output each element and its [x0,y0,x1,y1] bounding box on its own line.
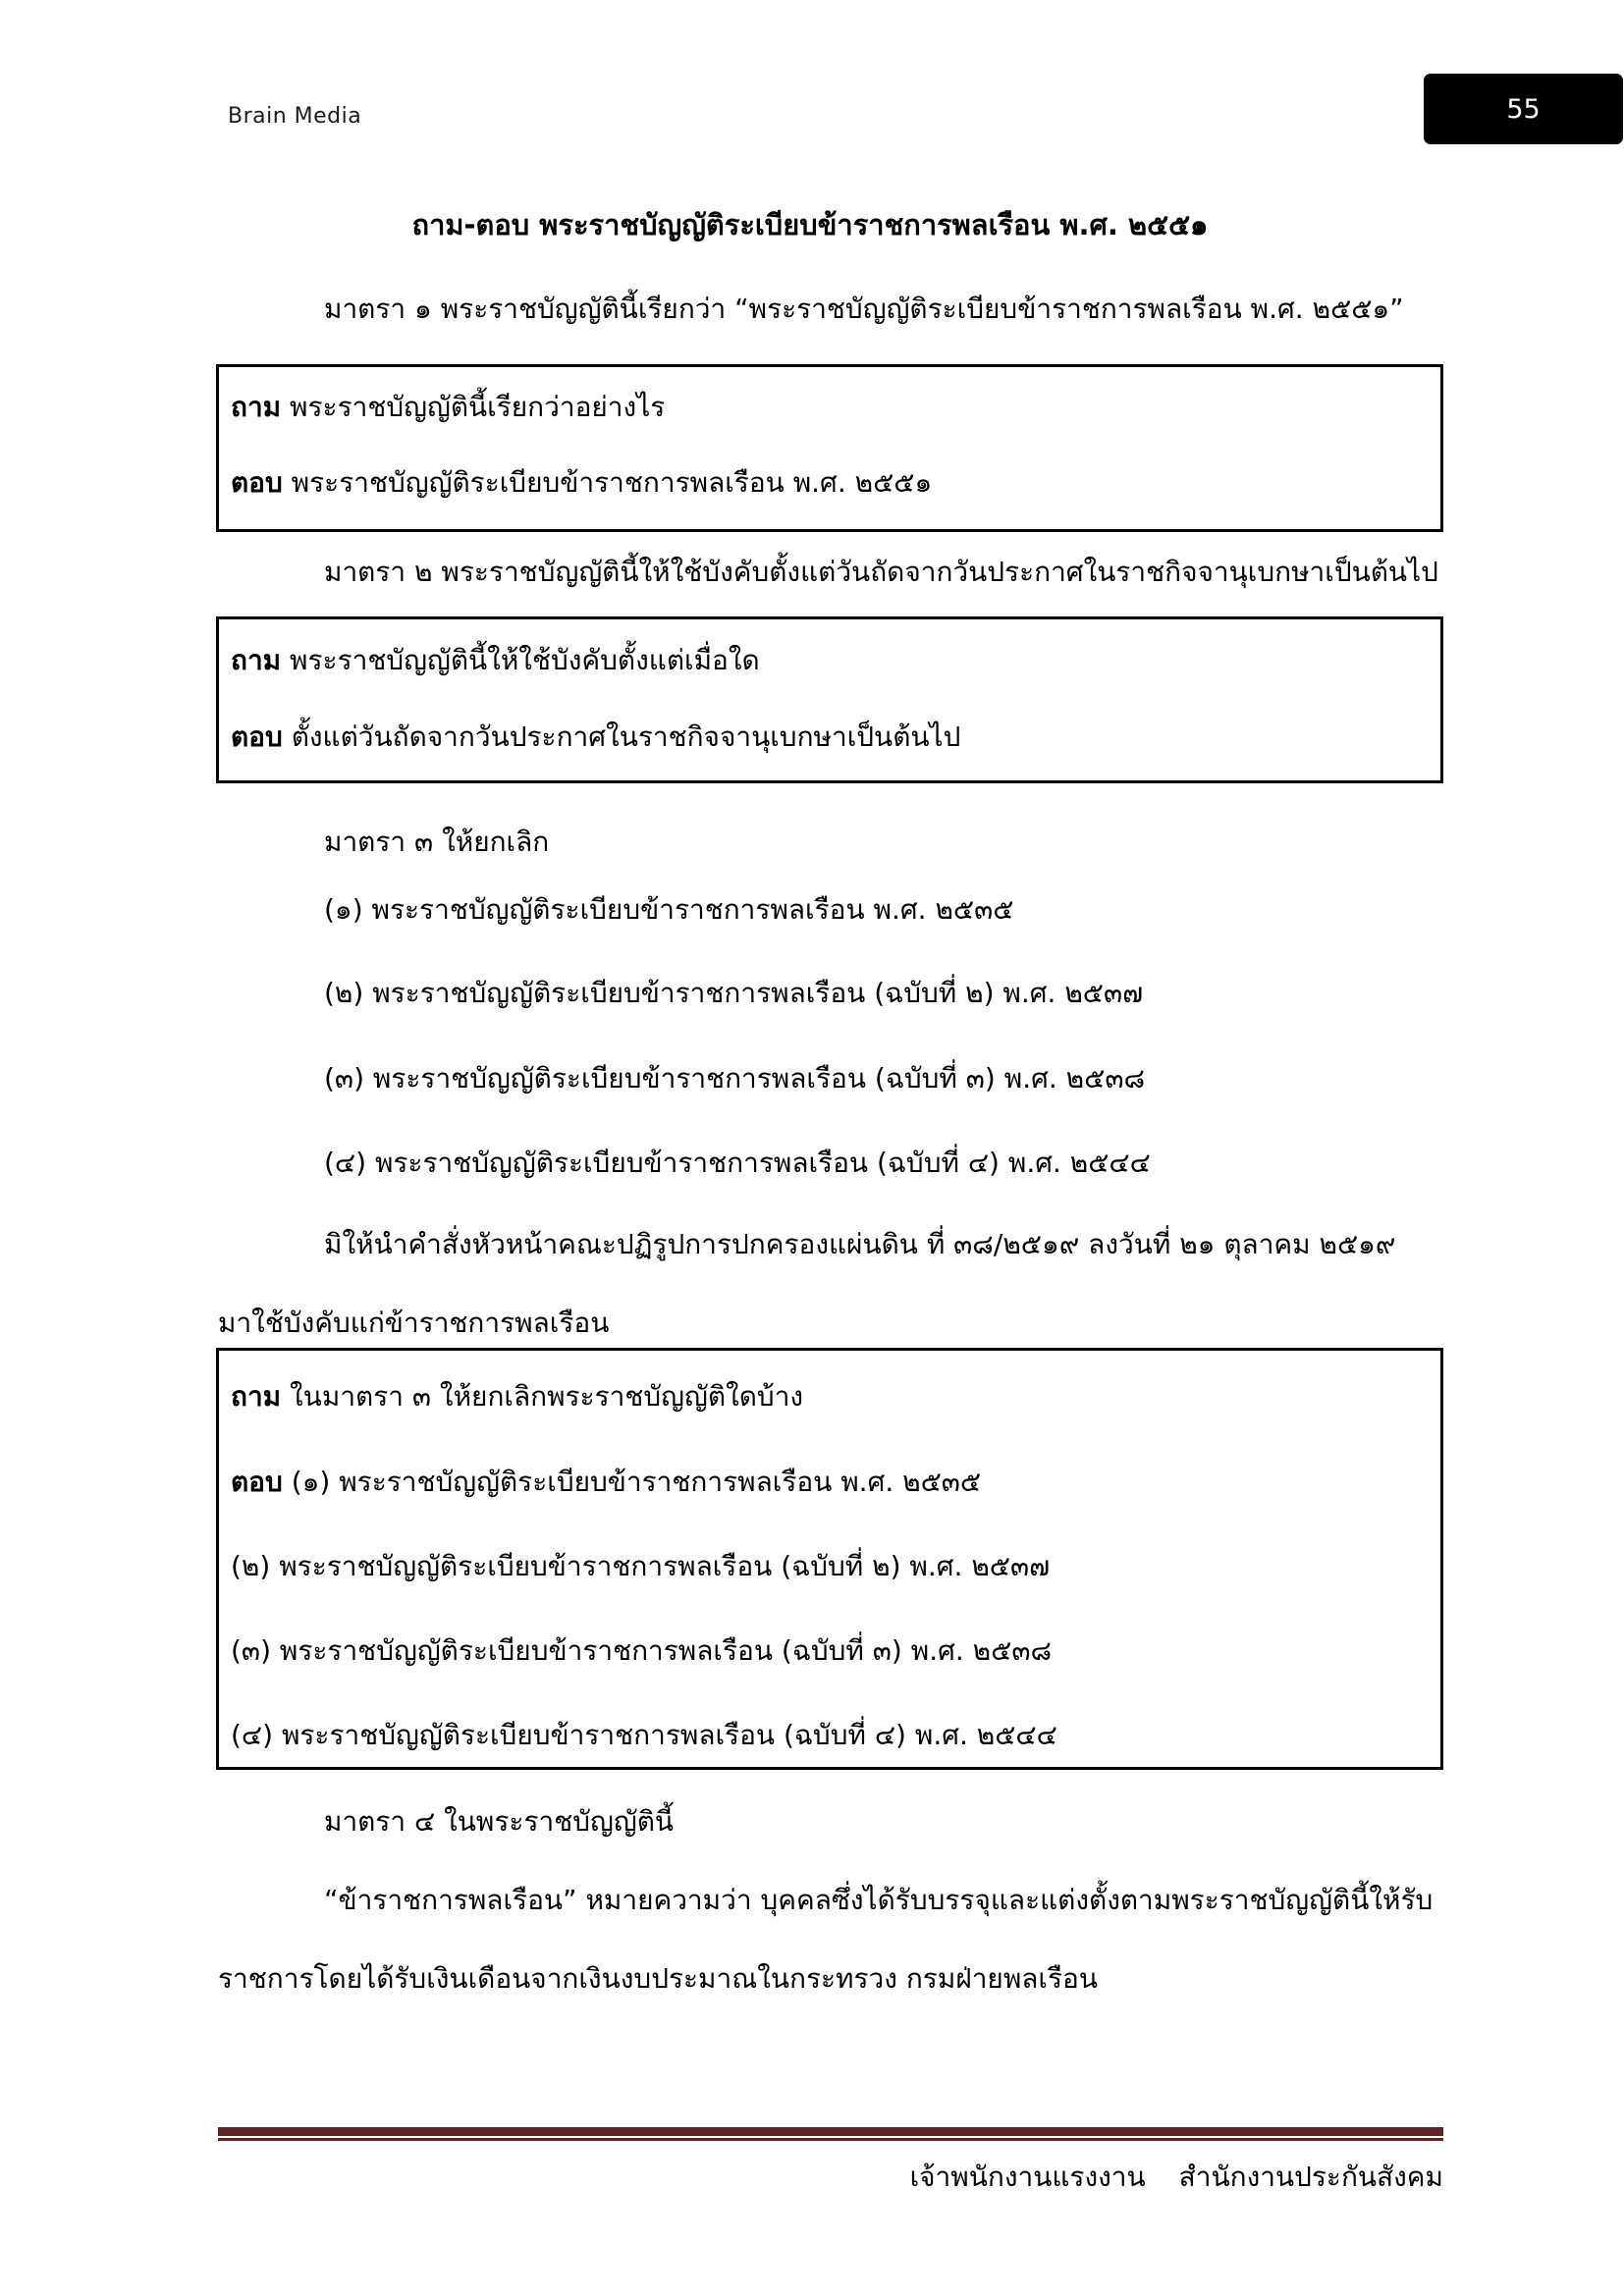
answer-label: ตอบ [231,466,283,499]
paragraph-section-2: มาตรา ๒ พระราชบัญญัตินี้ให้ใช้บังคับตั้งแต่วันถัดจากวันประกาศในราชกิจจานุเบกษาเป็นต้นไป [324,556,1438,588]
footer-credit-office: สำนักงานประกันสังคม [1178,2161,1443,2193]
section3-note-line-2: มาใช้บังคับแก่ข้าราชการพลเรือน [218,1307,610,1339]
answer-text: ตั้งแต่วันถัดจากวันประกาศในราชกิจจานุเบกษาเป็นต้นไป [291,721,961,753]
footer-credit [218,2156,1443,2199]
question-text: พระราชบัญญัตินี้ให้ใช้บังคับตั้งแต่เมื่อใด [290,644,760,676]
footer-rule-thin [218,2138,1443,2141]
footer-rule-thick [218,2127,1443,2136]
section3-item-4: (๔) พระราชบัญญัติระเบียบข้าราชการพลเรือน (ฉบับที่ ๔) พ.ศ. ๒๕๔๔ [324,1147,1151,1179]
qa-box-1 [216,364,1443,532]
qa2-question [231,639,760,682]
qa-box-3 [216,1348,1443,1770]
section3-item-3: (๓) พระราชบัญญัติระเบียบข้าราชการพลเรือน (ฉบับที่ ๓) พ.ศ. ๒๕๓๘ [324,1062,1146,1095]
qa3-answer-line-3: (๓) พระราชบัญญัติระเบียบข้าราชการพลเรือน (ฉบับที่ ๓) พ.ศ. ๒๕๓๘ [231,1634,1053,1667]
question-label: ถาม [231,644,282,676]
footer-credit-role: เจ้าพนักงานแรงงาน [909,2161,1146,2193]
answer-label: ตอบ [231,721,283,753]
question-text: พระราชบัญญัตินี้เรียกว่าอย่างไร [290,391,666,423]
section3-item-2: (๒) พระราชบัญญัติระเบียบข้าราชการพลเรือน (ฉบับที่ ๒) พ.ศ. ๒๕๓๗ [324,977,1144,1009]
footer-rule [218,2127,1443,2141]
qa3-answer-line-1 [231,1461,981,1504]
page-number: 55 [1506,93,1541,125]
qa2-answer [231,716,960,759]
qa3-question [231,1375,803,1418]
qa-box-2 [216,616,1443,783]
doc-title: ถาม-ตอบ พระราชบัญญัติระเบียบข้าราชการพลเรือน พ.ศ. ๒๕๕๑ [411,208,1209,241]
paragraph-section-3: มาตรา ๓ ให้ยกเลิก [324,826,550,858]
answer-text: พระราชบัญญัติระเบียบข้าราชการพลเรือน พ.ศ. ๒๕๕๑ [291,466,933,499]
qa1-answer [231,461,932,505]
paragraph-section-1: มาตรา ๑ พระราชบัญญัตินี้เรียกว่า “พระราชบัญญัติระเบียบข้าราชการพลเรือน พ.ศ. ๒๕๕๑” [324,293,1404,325]
brand-text: Brain Media [228,104,362,129]
section4-definition-line-1: “ข้าราชการพลเรือน” หมายความว่า บุคคลซึ่งได้รับบรรจุและแต่งตั้งตามพระราชบัญญัตินี้ให้รับ [324,1884,1434,1916]
question-text: ในมาตรา ๓ ให้ยกเลิกพระราชบัญญัติใดบ้าง [290,1380,804,1413]
qa3-answer-line-4: (๔) พระราชบัญญัติระเบียบข้าราชการพลเรือน (ฉบับที่ ๔) พ.ศ. ๒๕๔๔ [231,1719,1057,1751]
qa1-question [231,386,665,429]
paragraph-section-4: มาตรา ๔ ในพระราชบัญญัตินี้ [324,1805,675,1838]
page-number-badge [1424,74,1623,144]
question-label: ถาม [231,391,282,423]
qa3-answer-line-2: (๒) พระราชบัญญัติระเบียบข้าราชการพลเรือน (ฉบับที่ ๒) พ.ศ. ๒๕๓๗ [231,1550,1051,1582]
section3-item-1: (๑) พระราชบัญญัติระเบียบข้าราชการพลเรือน พ.ศ. ๒๕๓๕ [324,893,1014,926]
section3-note-line-1: มิให้นำคำสั่งหัวหน้าคณะปฏิรูปการปกครองแผ่นดิน ที่ ๓๘/๒๕๑๙ ลงวันที่ ๒๑ ตุลาคม ๒๕๑๙ [324,1228,1396,1260]
answer-text: (๑) พระราชบัญญัติระเบียบข้าราชการพลเรือน พ.ศ. ๒๕๓๕ [291,1466,982,1498]
section4-definition-line-2: ราชการโดยได้รับเงินเดือนจากเงินงบประมาณในกระทรวง กรมฝ่ายพลเรือน [218,1962,1098,1995]
question-label: ถาม [231,1380,282,1413]
answer-label: ตอบ [231,1466,283,1498]
